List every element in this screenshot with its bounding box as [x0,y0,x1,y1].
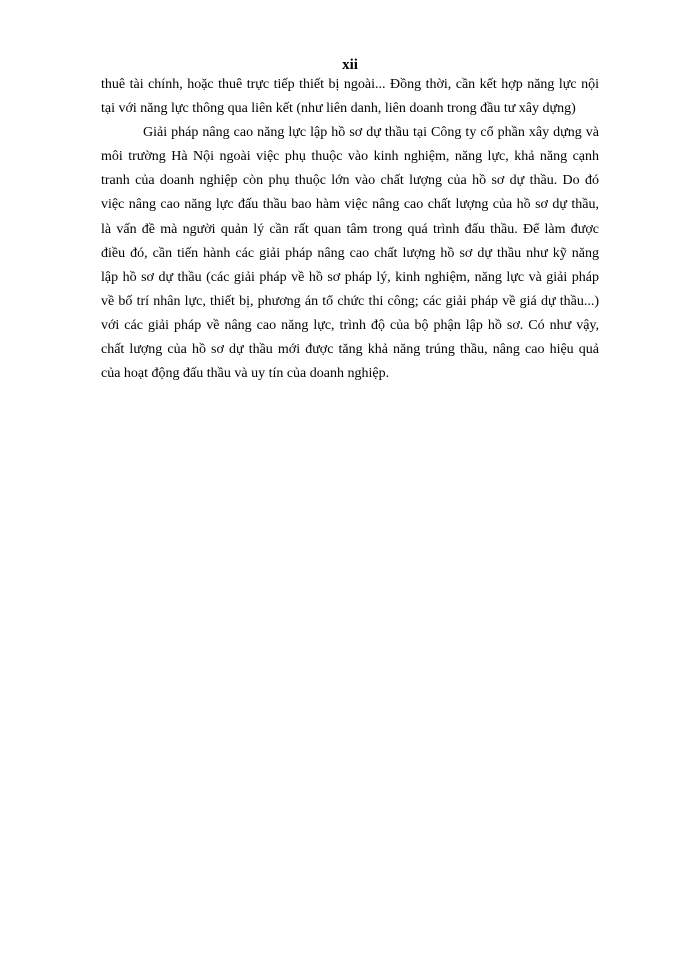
text-line: về bố trí nhân lực, thiết bị, phương án tổ chức thi công; các giải pháp về giá dự thầu...) [101,293,599,309]
text-line: của hoạt động đấu thầu và uy tín của doanh nghiệp. [101,366,390,382]
body-text [101,73,599,386]
text-line: Giải pháp nâng cao năng lực lập hồ sơ dự thầu tại Công ty cổ phần xây dựng và [143,125,599,141]
text-line: tranh của doanh nghiệp còn phụ thuộc lớn vào chất lượng của hồ sơ dự thầu. Do đó [101,173,599,189]
text-line: việc nâng cao năng lực đấu thầu bao hàm việc nâng cao chất lượng của hồ sơ dự thầu, [101,197,599,213]
text-line: môi trường Hà Nội ngoài việc phụ thuộc vào kinh nghiệm, năng lực, khả năng cạnh [101,149,599,165]
text-line: thuê tài chính, hoặc thuê trực tiếp thiết bị ngoài... Đồng thời, cần kết hợp năng lực nội [101,77,599,92]
text-line: với các giải pháp về nâng cao năng lực, trình độ của bộ phận lập hồ sơ. Có như vậy, [101,317,599,333]
paragraph-1 [101,73,599,121]
text-line: tại với năng lực thông qua liên kết (như liên danh, liên doanh trong đầu tư xây dựng) [101,101,576,117]
text-line: lập hồ sơ dự thầu (các giải pháp về hồ sơ pháp lý, kinh nghiệm, năng lực và giải pháp [101,269,599,285]
page-number: xii [342,57,358,73]
text-line: chất lượng của hồ sơ dự thầu mới được tăng khả năng trúng thầu, nâng cao hiệu quả [101,342,599,358]
text-line: là vấn đề mà người quản lý cần rất quan tâm trong quá trình đấu thầu. Để làm được [101,221,599,237]
paragraph-2 [101,121,599,386]
text-line: điều đó, cần tiến hành các giải pháp nâng cao chất lượng hồ sơ dự thầu như kỹ năng [101,245,599,261]
